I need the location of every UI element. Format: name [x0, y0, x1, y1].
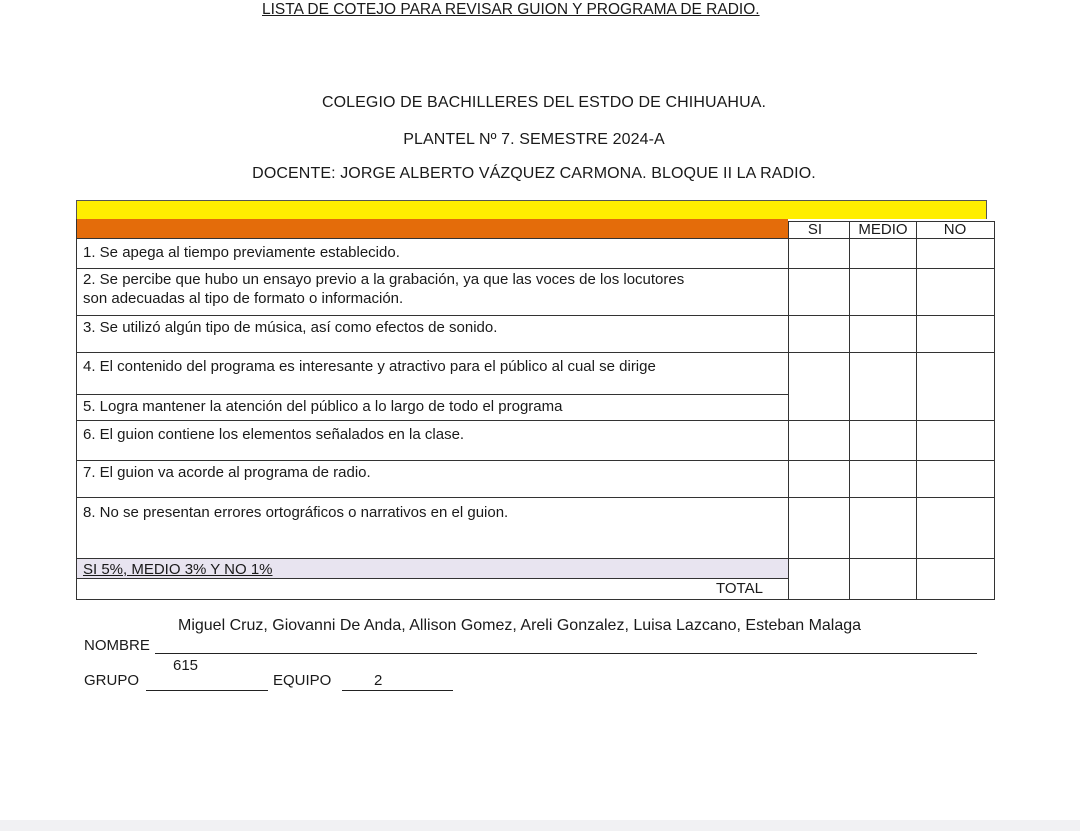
criterion-3: 3. Se utilizó algún tipo de música, así como efectos de sonido.	[83, 319, 498, 336]
criterion-6: 6. El guion contiene los elementos señalados en la clase.	[83, 426, 465, 443]
criterion-1: 1. Se apega al tiempo previamente establecido.	[83, 244, 400, 261]
school-name: COLEGIO DE BACHILLERES DEL ESTDO DE CHIHUAHUA.	[321, 94, 767, 111]
grupo-underline	[146, 690, 268, 691]
criterion-4: 4. El contenido del programa es interesante y atractivo para el público al cual se dirige	[83, 358, 656, 375]
team-member-names: Miguel Cruz, Giovanni De Anda, Allison Gomez, Areli Gonzalez, Luisa Lazcano, Esteban Malaga	[178, 617, 862, 634]
total-label: TOTAL	[716, 580, 763, 597]
orange-header-band	[76, 219, 788, 238]
col-header-medio: MEDIO	[858, 221, 908, 238]
col-header-si: SI	[807, 221, 823, 238]
equipo-label: EQUIPO	[273, 672, 332, 689]
equipo-underline	[342, 690, 453, 691]
checklist-title: LISTA DE COTEJO PARA REVISAR GUION Y PROGRAMA DE RADIO.	[262, 1, 760, 18]
scoring-rule: SI 5%, MEDIO 3% Y NO 1%	[83, 561, 273, 578]
nombre-label: NOMBRE	[84, 637, 150, 654]
criterion-5: 5. Logra mantener la atención del público a lo largo de todo el programa	[83, 398, 563, 415]
teacher-block: DOCENTE: JORGE ALBERTO VÁZQUEZ CARMONA. BLOQUE II LA RADIO.	[252, 165, 816, 182]
col-header-no: NO	[943, 221, 967, 238]
criterion-7: 7. El guion va acorde al programa de radio.	[83, 464, 371, 481]
grupo-label: GRUPO	[84, 672, 140, 689]
grupo-value: 615	[173, 657, 199, 674]
campus-semester: PLANTEL Nº 7. SEMESTRE 2024-A	[403, 131, 665, 148]
viewer-bottom-strip	[0, 820, 1080, 831]
criterion-8: 8. No se presentan errores ortográficos o narrativos en el guion.	[83, 504, 509, 521]
equipo-value: 2	[374, 672, 383, 689]
checklist-title-band	[76, 200, 987, 219]
nombre-underline	[155, 653, 977, 654]
criterion-2: 2. Se percibe que hubo un ensayo previo a la grabación, ya que las voces de los locutores son adecuadas al tipo de formato o información.	[83, 271, 685, 307]
